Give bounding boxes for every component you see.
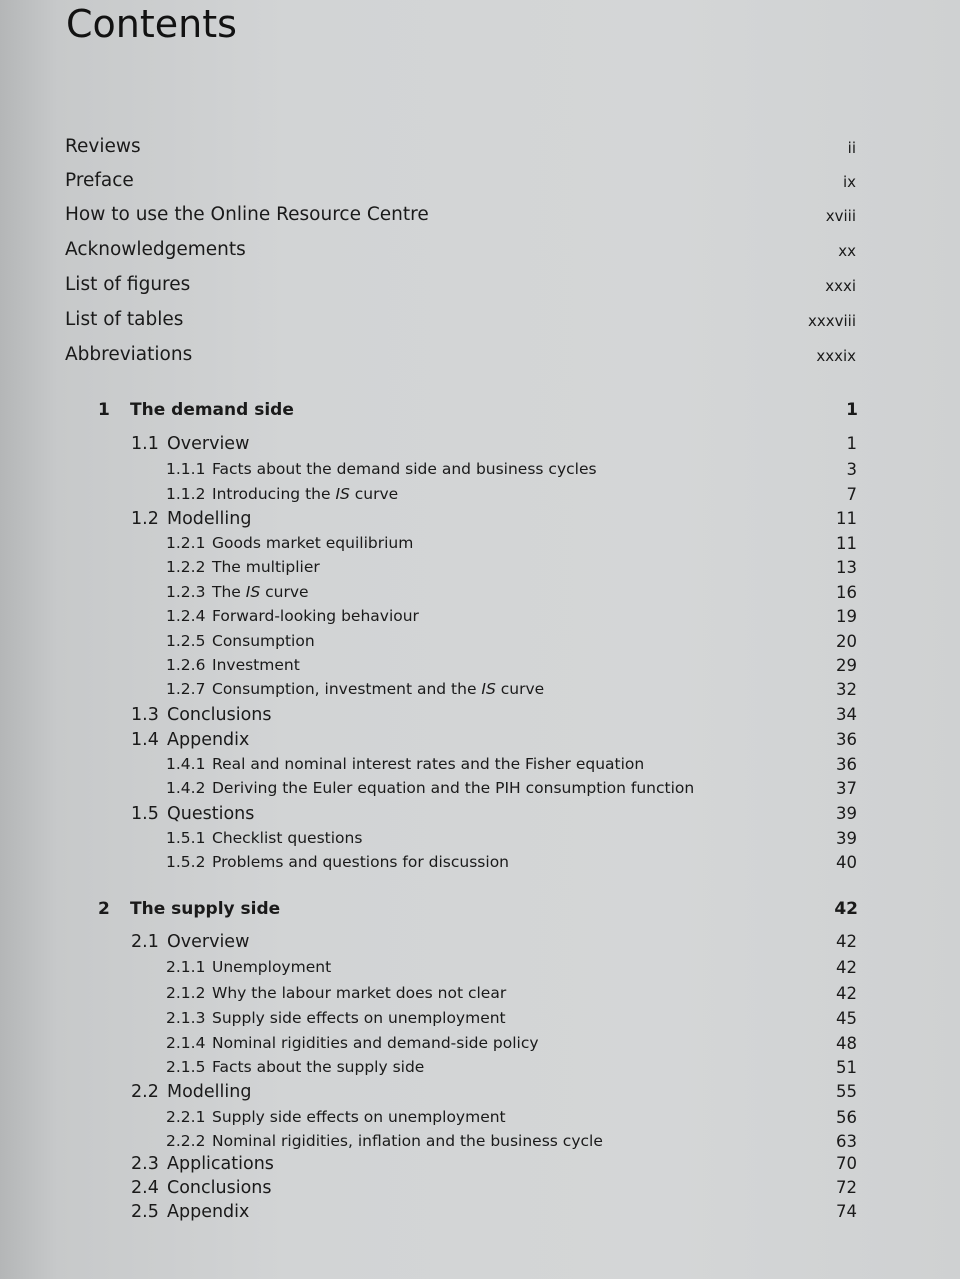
entry-title: List of figures [65, 274, 191, 295]
entry-title: Overview [167, 932, 250, 952]
entry-title: Acknowledgements [65, 239, 246, 260]
entry-page-number: 74 [836, 1202, 857, 1221]
entry-number: 1.2.7 [166, 680, 206, 698]
entry-page-number: 72 [836, 1178, 857, 1197]
entry-title: Unemployment [212, 958, 332, 976]
toc-subsection-entry [0, 984, 960, 1010]
page-title: Contents [66, 2, 237, 46]
entry-number: 1.2.5 [166, 632, 206, 650]
toc-front-matter-entry [0, 239, 960, 265]
entry-page-number: 42 [836, 932, 857, 951]
toc-subsection-entry [0, 958, 960, 984]
entry-page-number: 39 [836, 804, 857, 823]
toc-subsection-entry [0, 829, 960, 855]
entry-number: 1.4.2 [166, 779, 206, 797]
toc-front-matter-entry [0, 344, 960, 370]
entry-page-number: 63 [836, 1132, 857, 1151]
entry-title: Goods market equilibrium [212, 534, 414, 552]
entry-title: The demand side [130, 400, 294, 420]
entry-page-number: 56 [836, 1108, 857, 1127]
entry-title: Problems and questions for discussion [212, 853, 509, 871]
entry-page-number: 19 [836, 607, 857, 626]
entry-title: Forward-looking behaviour [212, 607, 419, 625]
entry-title: The multiplier [212, 558, 320, 576]
entry-number: 2 [98, 899, 110, 919]
toc-section-entry [0, 730, 960, 756]
toc-section-entry [0, 1178, 960, 1204]
toc-subsection-entry [0, 680, 960, 706]
entry-page-number: 11 [836, 509, 857, 528]
entry-title: Consumption, investment and the IS curve [212, 680, 545, 698]
entry-number: 2.1.1 [166, 958, 206, 976]
entry-title: Supply side effects on unemployment [212, 1108, 506, 1126]
entry-page-number: 39 [836, 829, 857, 848]
toc-subsection-entry [0, 853, 960, 879]
entry-number: 1.3 [131, 705, 159, 725]
entry-title: List of tables [65, 309, 184, 330]
entry-page-number: 16 [836, 583, 857, 602]
entry-number: 1.1 [131, 434, 159, 454]
entry-page-number: 48 [836, 1034, 857, 1053]
entry-page-number: 13 [836, 558, 857, 577]
entry-page-number: 42 [834, 899, 858, 919]
entry-page-number: 36 [836, 755, 857, 774]
toc-subsection-entry [0, 1058, 960, 1084]
toc-subsection-entry [0, 1009, 960, 1035]
entry-title: Real and nominal interest rates and the Fisher equation [212, 755, 645, 773]
entry-number: 1.1.1 [166, 460, 206, 478]
entry-page-number: 55 [836, 1082, 857, 1101]
entry-page-number: xviii [825, 207, 856, 225]
entry-page-number: 40 [836, 853, 857, 872]
entry-page-number: xxxviii [807, 312, 856, 330]
entry-number: 2.5 [131, 1202, 159, 1222]
entry-number: 1.5.2 [166, 853, 206, 871]
entry-number: 2.2.2 [166, 1132, 206, 1150]
entry-number: 1.2.4 [166, 607, 206, 625]
entry-title: Applications [167, 1154, 274, 1174]
entry-title: Modelling [167, 1082, 252, 1102]
entry-number: 2.1 [131, 932, 159, 952]
entry-number: 2.3 [131, 1154, 159, 1174]
entry-title: Checklist questions [212, 829, 363, 847]
toc-subsection-entry [0, 632, 960, 658]
entry-page-number: 45 [836, 1009, 857, 1028]
entry-title: Abbreviations [65, 344, 193, 365]
entry-number: 1.2.1 [166, 534, 206, 552]
entry-title: Deriving the Euler equation and the PIH consumption function [212, 779, 695, 797]
entry-page-number: 42 [836, 958, 857, 977]
toc-front-matter-entry [0, 309, 960, 335]
entry-title: The supply side [130, 899, 281, 919]
entry-title: Conclusions [167, 1178, 272, 1198]
entry-page-number: xxxi [825, 277, 856, 295]
entry-number: 1.5.1 [166, 829, 206, 847]
toc-subsection-entry [0, 1108, 960, 1134]
entry-number: 2.2.1 [166, 1108, 206, 1126]
entry-title: How to use the Online Resource Centre [65, 204, 429, 225]
entry-title: Overview [167, 434, 250, 454]
entry-page-number: xxxix [816, 347, 856, 365]
entry-title: Nominal rigidities, inflation and the business cycle [212, 1132, 603, 1150]
entry-title: Facts about the demand side and business cycles [212, 460, 597, 478]
entry-page-number: 20 [836, 632, 857, 651]
entry-number: 1.2.2 [166, 558, 206, 576]
entry-title: Preface [65, 170, 134, 191]
entry-number: 1 [98, 400, 110, 420]
toc-front-matter-entry [0, 136, 960, 162]
entry-title: Appendix [167, 730, 250, 750]
toc-subsection-entry [0, 558, 960, 584]
entry-title: Conclusions [167, 705, 272, 725]
entry-number: 2.2 [131, 1082, 159, 1102]
entry-title: Supply side effects on unemployment [212, 1009, 506, 1027]
toc-subsection-entry [0, 755, 960, 781]
entry-page-number: 1 [846, 434, 857, 453]
toc-section-entry [0, 1154, 960, 1180]
toc-section-entry [0, 1202, 960, 1228]
entry-page-number: 29 [836, 656, 857, 675]
entry-page-number: xx [838, 242, 856, 260]
entry-title: Investment [212, 656, 300, 674]
entry-number: 1.2.3 [166, 583, 206, 601]
toc-subsection-entry [0, 485, 960, 511]
toc-section-entry [0, 1082, 960, 1108]
toc-front-matter-entry [0, 170, 960, 196]
toc-subsection-entry [0, 656, 960, 682]
entry-page-number: 7 [846, 485, 857, 504]
toc-front-matter-entry [0, 204, 960, 230]
entry-title: Modelling [167, 509, 252, 529]
entry-page-number: 32 [836, 680, 857, 699]
entry-title: Nominal rigidities and demand-side policy [212, 1034, 539, 1052]
entry-title: Why the labour market does not clear [212, 984, 507, 1002]
toc-section-entry [0, 932, 960, 958]
entry-title: The IS curve [212, 583, 309, 601]
entry-title: Introducing the IS curve [212, 485, 399, 503]
entry-title: Facts about the supply side [212, 1058, 425, 1076]
entry-number: 2.4 [131, 1178, 159, 1198]
entry-title: Appendix [167, 1202, 250, 1222]
toc-subsection-entry [0, 779, 960, 805]
toc-subsection-entry [0, 460, 960, 486]
entry-number: 2.1.5 [166, 1058, 206, 1076]
entry-number: 2.1.4 [166, 1034, 206, 1052]
toc-subsection-entry [0, 1034, 960, 1060]
entry-page-number: ix [842, 173, 856, 191]
toc-section-entry [0, 434, 960, 460]
entry-page-number: 11 [836, 534, 857, 553]
entry-page-number: 70 [836, 1154, 857, 1173]
entry-page-number: 42 [836, 984, 857, 1003]
toc-front-matter-entry [0, 274, 960, 300]
entry-page-number: ii [847, 139, 856, 157]
entry-page-number: 51 [836, 1058, 857, 1077]
toc-section-entry [0, 804, 960, 830]
toc-subsection-entry [0, 607, 960, 633]
entry-number: 2.1.3 [166, 1009, 206, 1027]
entry-number: 1.2.6 [166, 656, 206, 674]
entry-number: 1.1.2 [166, 485, 206, 503]
toc-section-entry [0, 705, 960, 731]
entry-number: 1.4.1 [166, 755, 206, 773]
entry-title: Consumption [212, 632, 315, 650]
toc-section-entry [0, 509, 960, 535]
entry-page-number: 3 [846, 460, 857, 479]
entry-number: 1.4 [131, 730, 159, 750]
entry-number: 2.1.2 [166, 984, 206, 1002]
entry-page-number: 34 [836, 705, 857, 724]
toc-subsection-entry [0, 583, 960, 609]
entry-page-number: 36 [836, 730, 857, 749]
entry-page-number: 1 [846, 400, 858, 420]
entry-page-number: 37 [836, 779, 857, 798]
entry-title: Reviews [65, 136, 141, 157]
toc-subsection-entry [0, 534, 960, 560]
entry-number: 1.5 [131, 804, 159, 824]
toc-chapter-heading [0, 899, 960, 925]
entry-title: Questions [167, 804, 255, 824]
entry-number: 1.2 [131, 509, 159, 529]
toc-chapter-heading [0, 400, 960, 426]
